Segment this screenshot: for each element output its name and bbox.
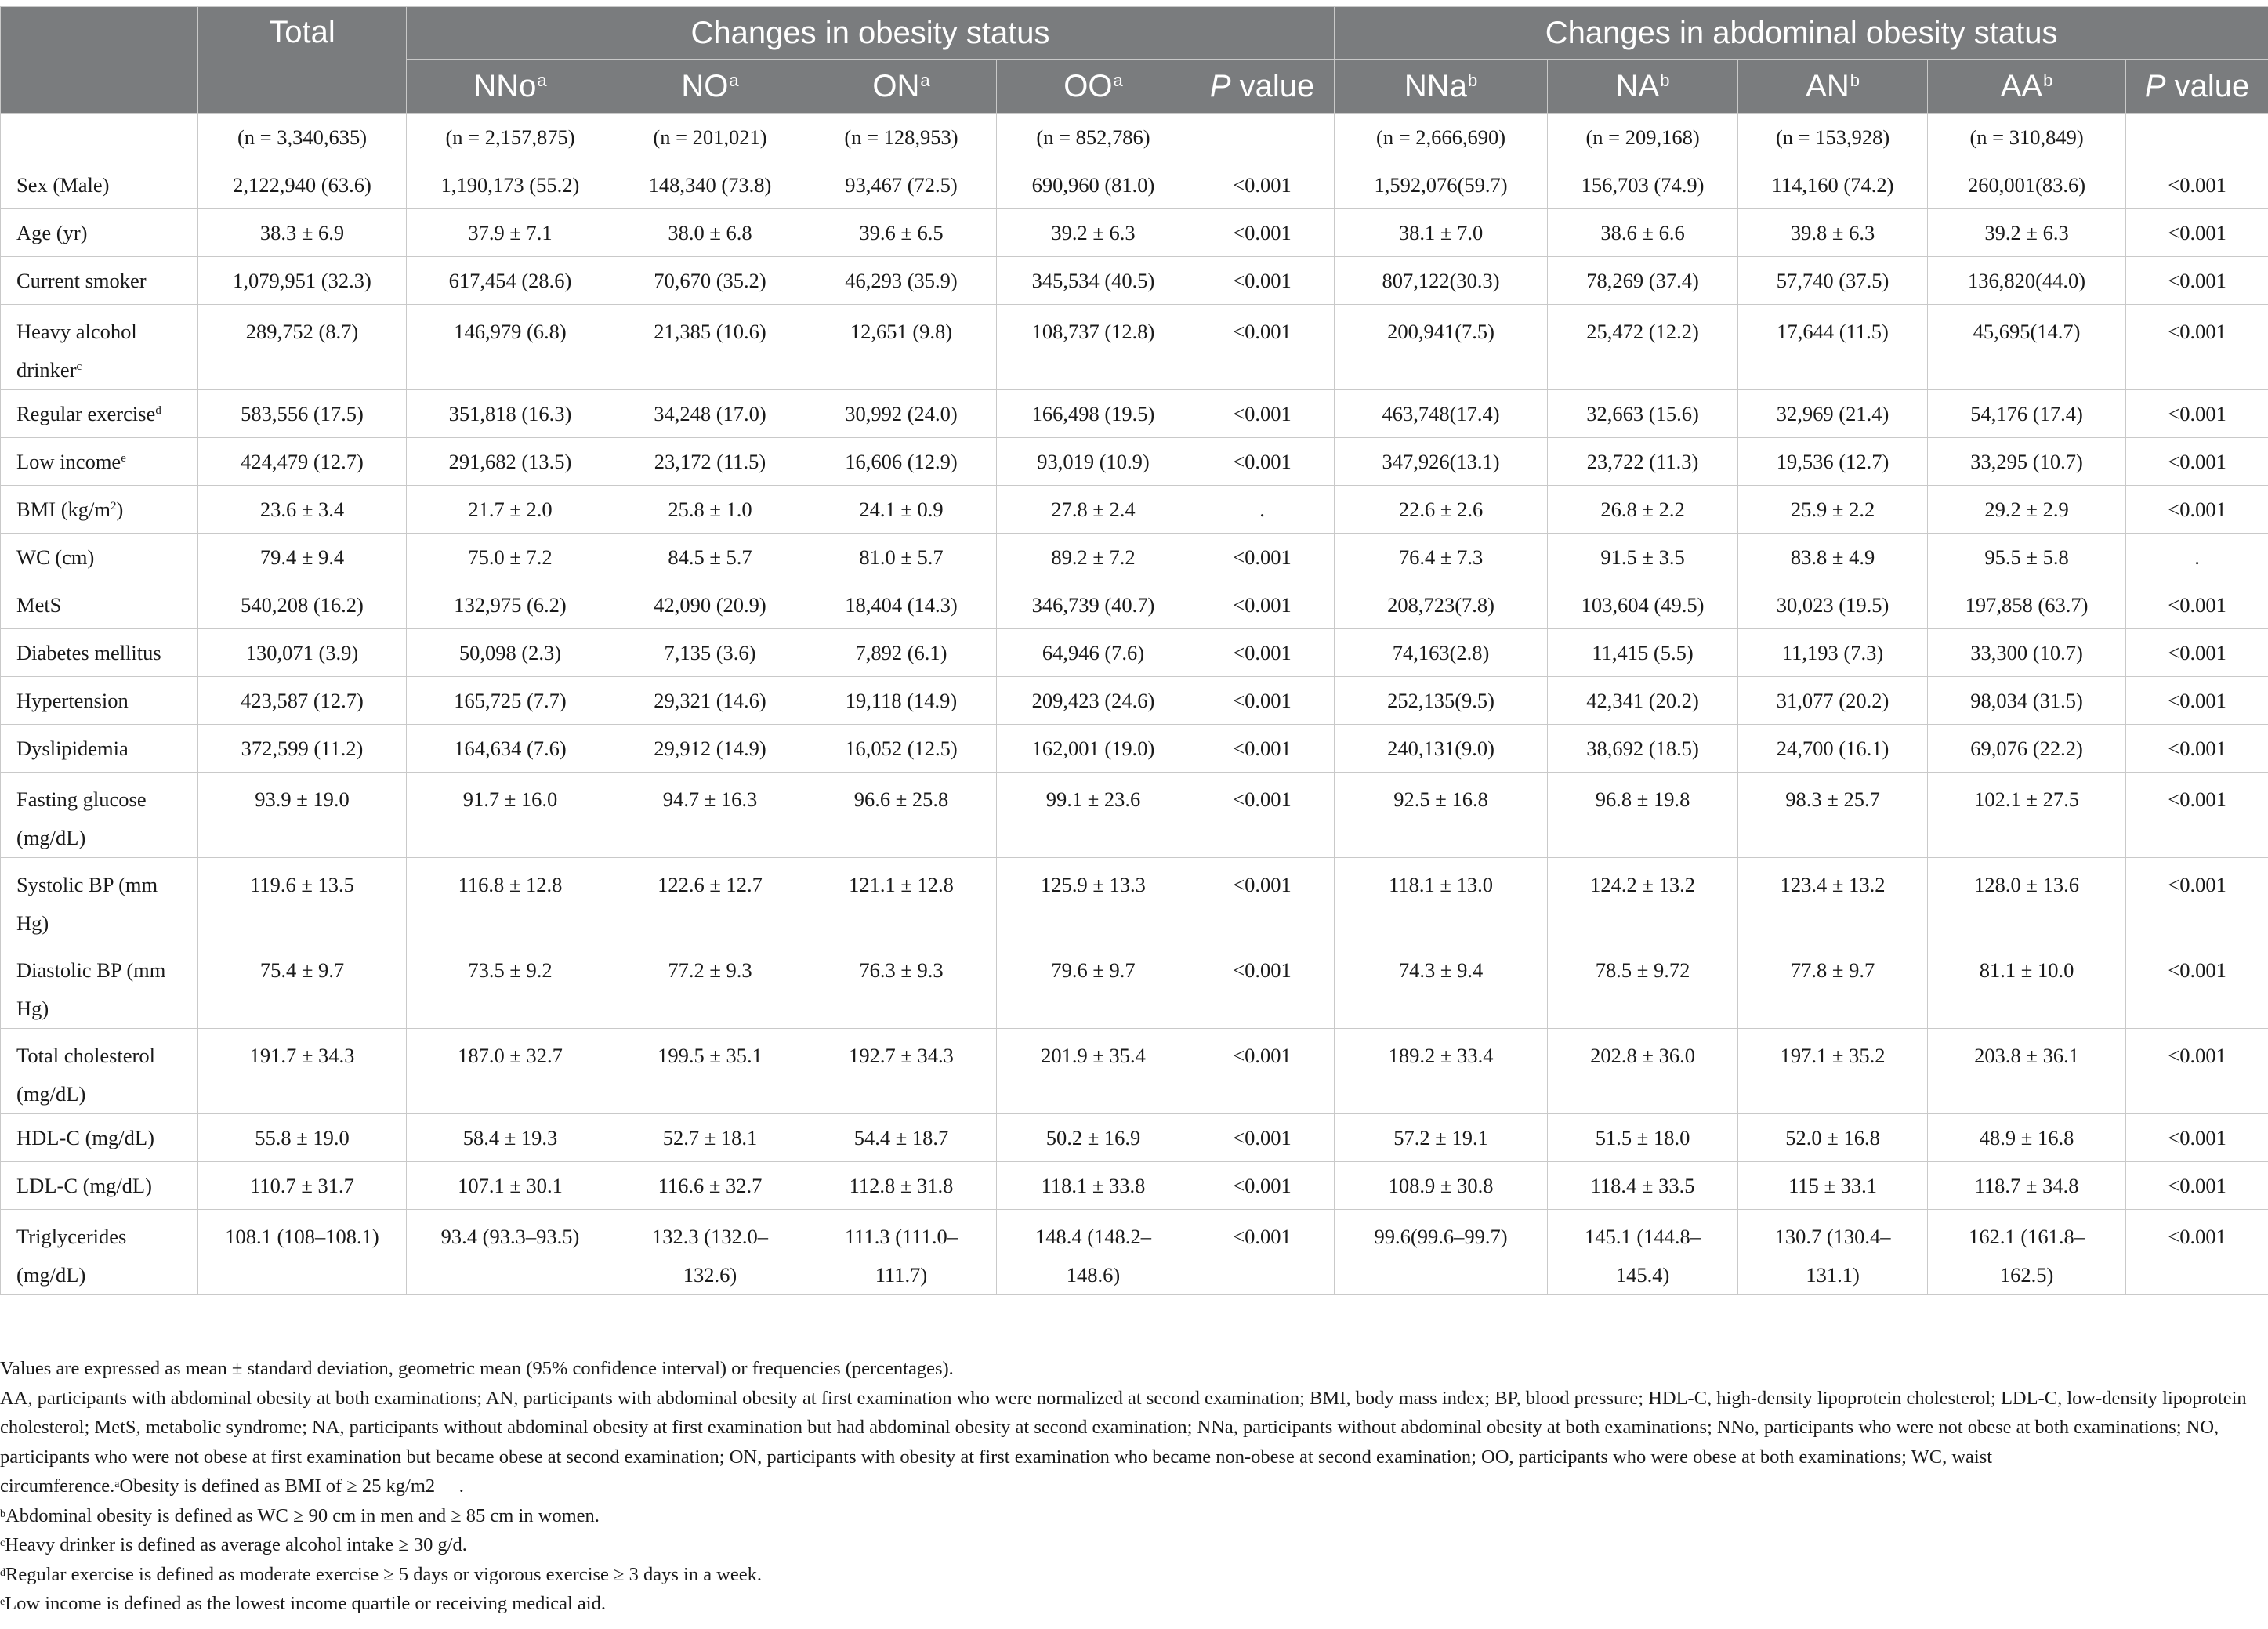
footnote: Values are expressed as mean ± standard deviation, geometric mean (95% confidence interval) or frequencies (percentages). — [0, 1358, 954, 1379]
table-cell: 99.1 ± 23.6 — [997, 773, 1190, 858]
col-header-oo: $OO^a$ — [997, 60, 1190, 114]
header-total: Total — [198, 7, 407, 114]
table-cell: 98.3 ± 25.7 — [1738, 773, 1928, 858]
row-label: MetS — [1, 581, 198, 629]
table-cell: 12,651 (9.8) — [806, 305, 997, 390]
table-cell: 108,737 (12.8) — [997, 305, 1190, 390]
table-row — [1, 943, 2268, 1029]
table-cell: <0.001 — [1190, 534, 1335, 581]
table-cell: 351,818 (16.3) — [407, 390, 614, 438]
table-cell: 202.8 ± 36.0 — [1548, 1029, 1738, 1114]
row-label: Heavy alcohol drinker$^c$ — [1, 305, 198, 390]
table-cell: 201.9 ± 35.4 — [997, 1029, 1190, 1114]
table-row — [1, 534, 2268, 581]
table-cell: <0.001 — [1190, 257, 1335, 305]
table-row — [1, 1029, 2268, 1114]
table-cell: 21,385 (10.6) — [614, 305, 806, 390]
table-row — [1, 677, 2268, 725]
table-cell: 42,090 (20.9) — [614, 581, 806, 629]
table-row — [1, 858, 2268, 943]
table-row — [1, 773, 2268, 858]
table-cell: <0.001 — [2126, 581, 2268, 629]
table-cell: 1,079,951 (32.3) — [198, 257, 407, 305]
table-cell: 45,695(14.7) — [1928, 305, 2126, 390]
col-header-an: $AN^b$ — [1738, 60, 1928, 114]
table-cell: <0.001 — [1190, 390, 1335, 438]
table-row — [1, 629, 2268, 677]
table-cell: 132,975 (6.2) — [407, 581, 614, 629]
table-cell: <0.001 — [1190, 773, 1335, 858]
table-cell: 108.1 (108–108.1) — [198, 1210, 407, 1295]
table-cell: 345,534 (40.5) — [997, 257, 1190, 305]
table-cell: 125.9 ± 13.3 — [997, 858, 1190, 943]
table-cell: . — [2126, 534, 2268, 581]
table-cell: 24.1 ± 0.9 — [806, 486, 997, 534]
table-cell: 166,498 (19.5) — [997, 390, 1190, 438]
header-row-label-cell — [1, 7, 198, 114]
table-cell: (n = 3,340,635) — [198, 114, 407, 161]
table-cell: 50,098 (2.3) — [407, 629, 614, 677]
table-cell: 197.1 ± 35.2 — [1738, 1029, 1928, 1114]
row-label: Hypertension — [1, 677, 198, 725]
row-label: HDL-C (mg/dL) — [1, 1114, 198, 1162]
row-label: Regular exercise$^d$ — [1, 390, 198, 438]
table-cell: (n = 2,666,690) — [1335, 114, 1548, 161]
table-cell: 16,052 (12.5) — [806, 725, 997, 773]
table-cell: 583,556 (17.5) — [198, 390, 407, 438]
table-cell: 70,670 (35.2) — [614, 257, 806, 305]
row-label: WC (cm) — [1, 534, 198, 581]
table-cell: (n = 852,786) — [997, 114, 1190, 161]
table-cell: 187.0 ± 32.7 — [407, 1029, 614, 1114]
table-cell: (n = 201,021) — [614, 114, 806, 161]
table-cell: 79.4 ± 9.4 — [198, 534, 407, 581]
table-body — [1, 114, 2268, 1295]
table-cell: <0.001 — [2126, 305, 2268, 390]
table-footnotes — [0, 1354, 2257, 1619]
table-cell: 57,740 (37.5) — [1738, 257, 1928, 305]
table-cell: 132.3 (132.0– 132.6) — [614, 1210, 806, 1295]
table-cell — [1190, 114, 1335, 161]
table-cell: 289,752 (8.7) — [198, 305, 407, 390]
row-label: Triglycerides (mg/dL) — [1, 1210, 198, 1295]
table-cell: 55.8 ± 19.0 — [198, 1114, 407, 1162]
col-header-nno: NNo$^a$ — [407, 60, 614, 114]
table-cell: 33,295 (10.7) — [1928, 438, 2126, 486]
table-cell: 38.6 ± 6.6 — [1548, 209, 1738, 257]
table-cell: 46,293 (35.9) — [806, 257, 997, 305]
col-header-on: $ON^a$ — [806, 60, 997, 114]
table-cell: 372,599 (11.2) — [198, 725, 407, 773]
footnote: $^c$Heavy drinker is defined as average alcohol intake ≥ 30 g/d. — [0, 1534, 467, 1555]
header-group-obesity: Changes in obesity status — [407, 7, 1335, 60]
table-cell: 118.4 ± 33.5 — [1548, 1162, 1738, 1210]
table-cell: (n = 128,953) — [806, 114, 997, 161]
table-cell: <0.001 — [2126, 858, 2268, 943]
table-cell: 33,300 (10.7) — [1928, 629, 2126, 677]
table-cell: 51.5 ± 18.0 — [1548, 1114, 1738, 1162]
table-cell: 76.4 ± 7.3 — [1335, 534, 1548, 581]
table-cell: <0.001 — [2126, 486, 2268, 534]
table-cell: 38.3 ± 6.9 — [198, 209, 407, 257]
table-cell: 50.2 ± 16.9 — [997, 1114, 1190, 1162]
table-cell: <0.001 — [1190, 1029, 1335, 1114]
table-cell: 23,172 (11.5) — [614, 438, 806, 486]
table-cell: 148,340 (73.8) — [614, 161, 806, 209]
table-cell — [2126, 114, 2268, 161]
table-cell: 96.8 ± 19.8 — [1548, 773, 1738, 858]
row-label: Total cholesterol (mg/dL) — [1, 1029, 198, 1114]
row-label: Sex (Male) — [1, 161, 198, 209]
table-cell: 25,472 (12.2) — [1548, 305, 1738, 390]
table-row — [1, 1210, 2268, 1295]
table-cell: 73.5 ± 9.2 — [407, 943, 614, 1029]
table-cell: <0.001 — [2126, 438, 2268, 486]
table-cell: <0.001 — [2126, 1210, 2268, 1295]
table-cell: <0.001 — [2126, 773, 2268, 858]
table-cell: 84.5 ± 5.7 — [614, 534, 806, 581]
table-cell: (n = 153,928) — [1738, 114, 1928, 161]
table-row — [1, 257, 2268, 305]
row-label: Low income$^e$ — [1, 438, 198, 486]
table-cell: 347,926(13.1) — [1335, 438, 1548, 486]
table-cell: <0.001 — [2126, 629, 2268, 677]
table-cell: 123.4 ± 13.2 — [1738, 858, 1928, 943]
row-label: Diastolic BP (mm Hg) — [1, 943, 198, 1029]
table-cell: 21.7 ± 2.0 — [407, 486, 614, 534]
row-label: Age (yr) — [1, 209, 198, 257]
table-cell: 93.9 ± 19.0 — [198, 773, 407, 858]
table-cell: 38,692 (18.5) — [1548, 725, 1738, 773]
table-cell: 52.0 ± 16.8 — [1738, 1114, 1928, 1162]
table-cell: 252,135(9.5) — [1335, 677, 1548, 725]
table-cell: 25.9 ± 2.2 — [1738, 486, 1928, 534]
table-cell: 128.0 ± 13.6 — [1928, 858, 2126, 943]
table-cell: 74.3 ± 9.4 — [1335, 943, 1548, 1029]
table-cell: (n = 209,168) — [1548, 114, 1738, 161]
row-label: Diabetes mellitus — [1, 629, 198, 677]
table-cell: 19,118 (14.9) — [806, 677, 997, 725]
table-cell: 107.1 ± 30.1 — [407, 1162, 614, 1210]
table-cell: <0.001 — [1190, 1210, 1335, 1295]
table-cell: 57.2 ± 19.1 — [1335, 1114, 1548, 1162]
table-cell: 240,131(9.0) — [1335, 725, 1548, 773]
table-cell: 79.6 ± 9.7 — [997, 943, 1190, 1029]
footnote: $^d$Regular exercise is defined as moderate exercise ≥ 5 days or vigorous exercise ≥ 3 days in a week. — [0, 1563, 763, 1585]
row-label: Dyslipidemia — [1, 725, 198, 773]
table-cell: 95.5 ± 5.8 — [1928, 534, 2126, 581]
table-row — [1, 209, 2268, 257]
table-cell: <0.001 — [1190, 943, 1335, 1029]
table-cell: 208,723(7.8) — [1335, 581, 1548, 629]
table-cell: <0.001 — [1190, 581, 1335, 629]
table-cell: 291,682 (13.5) — [407, 438, 614, 486]
baseline-characteristics-table — [0, 6, 2268, 1295]
table-cell: <0.001 — [2126, 1114, 2268, 1162]
table-cell: 74,163(2.8) — [1335, 629, 1548, 677]
table-row — [1, 486, 2268, 534]
table-cell: 69,076 (22.2) — [1928, 725, 2126, 773]
col-header-aa: $AA^b$ — [1928, 60, 2126, 114]
table-cell: 200,941(7.5) — [1335, 305, 1548, 390]
table-cell: 27.8 ± 2.4 — [997, 486, 1190, 534]
table-cell: 111.3 (111.0– 111.7) — [806, 1210, 997, 1295]
table-cell: 346,739 (40.7) — [997, 581, 1190, 629]
col-header-nna: NNa$^b$ — [1335, 60, 1548, 114]
table-cell: 94.7 ± 16.3 — [614, 773, 806, 858]
table-cell: 93,467 (72.5) — [806, 161, 997, 209]
table-cell: 130.7 (130.4– 131.1) — [1738, 1210, 1928, 1295]
table-cell: 38.1 ± 7.0 — [1335, 209, 1548, 257]
table-cell: 39.2 ± 6.3 — [1928, 209, 2126, 257]
table-cell: 156,703 (74.9) — [1548, 161, 1738, 209]
table-cell: <0.001 — [2126, 257, 2268, 305]
table-cell: <0.001 — [1190, 725, 1335, 773]
table-cell: 102.1 ± 27.5 — [1928, 773, 2126, 858]
table-cell: 98,034 (31.5) — [1928, 677, 2126, 725]
table-cell: 540,208 (16.2) — [198, 581, 407, 629]
table-cell: 148.4 (148.2– 148.6) — [997, 1210, 1190, 1295]
table-cell: 37.9 ± 7.1 — [407, 209, 614, 257]
footnote: AA, participants with abdominal obesity at both examinations; AN, participants with abdominal obesity at first examination who were normalized at second examination; BMI, body mass index; BP, blood pressure; HDL-C, high-density lipoprotein cholesterol; LDL-C, low-density lipoprotein cholesterol; MetS, metabolic syndrome; NA, participants without abdominal obesity at first examination but had abdominal obesity at second examination; NNa, participants without abdominal obesity at both examinations; NNo, participants who were not obese at both examinations; NO, participants who were not obese at first examination but became obese at second examination; ON, participants with obesity at first examination who became non-obese at second examination; OO, participants who were obese at both examinations; WC, waist circumference.$^a$Obesity is defined as BMI of ≥ 25 kg/m2 . — [0, 1387, 2247, 1497]
table-cell: 32,663 (15.6) — [1548, 390, 1738, 438]
table-cell: 122.6 ± 12.7 — [614, 858, 806, 943]
table-cell: 162,001 (19.0) — [997, 725, 1190, 773]
table-cell: 807,122(30.3) — [1335, 257, 1548, 305]
table-cell: 1,592,076(59.7) — [1335, 161, 1548, 209]
table-cell: 17,644 (11.5) — [1738, 305, 1928, 390]
table-cell: 197,858 (63.7) — [1928, 581, 2126, 629]
table-cell: 31,077 (20.2) — [1738, 677, 1928, 725]
table-cell: 81.0 ± 5.7 — [806, 534, 997, 581]
table-cell: 29,321 (14.6) — [614, 677, 806, 725]
row-label: LDL-C (mg/dL) — [1, 1162, 198, 1210]
table-cell: 22.6 ± 2.6 — [1335, 486, 1548, 534]
table-cell: 130,071 (3.9) — [198, 629, 407, 677]
table-cell: 136,820(44.0) — [1928, 257, 2126, 305]
table-cell: 78,269 (37.4) — [1548, 257, 1738, 305]
table-cell: <0.001 — [2126, 209, 2268, 257]
table-cell: 1,190,173 (55.2) — [407, 161, 614, 209]
col-header-p-value-abdominal: P value — [2126, 60, 2268, 114]
table-cell: 39.2 ± 6.3 — [997, 209, 1190, 257]
table-cell: 42,341 (20.2) — [1548, 677, 1738, 725]
table-cell: 92.5 ± 16.8 — [1335, 773, 1548, 858]
table-cell: 16,606 (12.9) — [806, 438, 997, 486]
table-row — [1, 438, 2268, 486]
table-cell: 260,001(83.6) — [1928, 161, 2126, 209]
table-cell: 26.8 ± 2.2 — [1548, 486, 1738, 534]
table-cell: <0.001 — [2126, 1162, 2268, 1210]
table-cell: 165,725 (7.7) — [407, 677, 614, 725]
table-cell: 39.8 ± 6.3 — [1738, 209, 1928, 257]
table-cell: 209,423 (24.6) — [997, 677, 1190, 725]
table-row — [1, 305, 2268, 390]
table-cell: 34,248 (17.0) — [614, 390, 806, 438]
table-cell: 146,979 (6.8) — [407, 305, 614, 390]
row-label: Current smoker — [1, 257, 198, 305]
table-cell: 76.3 ± 9.3 — [806, 943, 997, 1029]
table-cell: 54,176 (17.4) — [1928, 390, 2126, 438]
table-cell: 124.2 ± 13.2 — [1548, 858, 1738, 943]
table-row — [1, 581, 2268, 629]
table-cell: <0.001 — [2126, 161, 2268, 209]
table-cell: 2,122,940 (63.6) — [198, 161, 407, 209]
table-cell: 91.5 ± 3.5 — [1548, 534, 1738, 581]
table-row — [1, 390, 2268, 438]
row-label: Systolic BP (mm Hg) — [1, 858, 198, 943]
table-cell: 7,135 (3.6) — [614, 629, 806, 677]
table-cell: 119.6 ± 13.5 — [198, 858, 407, 943]
col-header-p-value-obesity: P value — [1190, 60, 1335, 114]
table-cell: 81.1 ± 10.0 — [1928, 943, 2126, 1029]
table-cell: 118.7 ± 34.8 — [1928, 1162, 2126, 1210]
row-label: Fasting glucose (mg/dL) — [1, 773, 198, 858]
table-cell: 54.4 ± 18.7 — [806, 1114, 997, 1162]
table-cell: 192.7 ± 34.3 — [806, 1029, 997, 1114]
table-cell: 39.6 ± 6.5 — [806, 209, 997, 257]
table-cell: <0.001 — [1190, 629, 1335, 677]
table-cell: 423,587 (12.7) — [198, 677, 407, 725]
table-cell: 690,960 (81.0) — [997, 161, 1190, 209]
table-cell: 617,454 (28.6) — [407, 257, 614, 305]
table-cell: 83.8 ± 4.9 — [1738, 534, 1928, 581]
table-cell: 23.6 ± 3.4 — [198, 486, 407, 534]
table-cell: <0.001 — [1190, 305, 1335, 390]
table-cell: 463,748(17.4) — [1335, 390, 1548, 438]
table-cell: 77.8 ± 9.7 — [1738, 943, 1928, 1029]
table-cell: 121.1 ± 12.8 — [806, 858, 997, 943]
table-cell: 118.1 ± 33.8 — [997, 1162, 1190, 1210]
table-cell: 89.2 ± 7.2 — [997, 534, 1190, 581]
table-cell: <0.001 — [2126, 725, 2268, 773]
row-label: BMI $(kg/m^2)$ — [1, 486, 198, 534]
table-cell: <0.001 — [2126, 677, 2268, 725]
table-row — [1, 725, 2268, 773]
table-cell: 93,019 (10.9) — [997, 438, 1190, 486]
table-cell: 7,892 (6.1) — [806, 629, 997, 677]
table-row — [1, 1114, 2268, 1162]
table-cell: 48.9 ± 16.8 — [1928, 1114, 2126, 1162]
table-cell: 75.0 ± 7.2 — [407, 534, 614, 581]
table-cell: 19,536 (12.7) — [1738, 438, 1928, 486]
table-cell: 29,912 (14.9) — [614, 725, 806, 773]
table-cell: 199.5 ± 35.1 — [614, 1029, 806, 1114]
table-cell: 118.1 ± 13.0 — [1335, 858, 1548, 943]
table-cell: 58.4 ± 19.3 — [407, 1114, 614, 1162]
footnote: $^e$Low income is defined as the lowest income quartile or receiving medical aid. — [0, 1593, 606, 1614]
table-cell: (n = 310,849) — [1928, 114, 2126, 161]
table-cell: 162.1 (161.8– 162.5) — [1928, 1210, 2126, 1295]
table-cell: <0.001 — [2126, 943, 2268, 1029]
table-row — [1, 1162, 2268, 1210]
table-cell: <0.001 — [2126, 390, 2268, 438]
table-cell: 30,023 (19.5) — [1738, 581, 1928, 629]
table-cell: 116.6 ± 32.7 — [614, 1162, 806, 1210]
table-cell: 96.6 ± 25.8 — [806, 773, 997, 858]
table-cell: 103,604 (49.5) — [1548, 581, 1738, 629]
table-cell: 189.2 ± 33.4 — [1335, 1029, 1548, 1114]
table-cell: 114,160 (74.2) — [1738, 161, 1928, 209]
table-cell: 108.9 ± 30.8 — [1335, 1162, 1548, 1210]
table-cell: 64,946 (7.6) — [997, 629, 1190, 677]
row-label — [1, 114, 198, 161]
table-cell: <0.001 — [1190, 161, 1335, 209]
table-cell: 11,193 (7.3) — [1738, 629, 1928, 677]
footnote: $^b$Abdominal obesity is defined as WC ≥ 90 cm in men and ≥ 85 cm in women. — [0, 1504, 600, 1526]
table-cell: 29.2 ± 2.9 — [1928, 486, 2126, 534]
table-cell: 78.5 ± 9.72 — [1548, 943, 1738, 1029]
table-cell: 30,992 (24.0) — [806, 390, 997, 438]
table-cell: 25.8 ± 1.0 — [614, 486, 806, 534]
table-cell: <0.001 — [2126, 1029, 2268, 1114]
table-cell: <0.001 — [1190, 438, 1335, 486]
table-cell: <0.001 — [1190, 677, 1335, 725]
col-header-no: $NO^a$ — [614, 60, 806, 114]
table-cell: 18,404 (14.3) — [806, 581, 997, 629]
table-cell: <0.001 — [1190, 209, 1335, 257]
table-row-sample-size — [1, 114, 2268, 161]
table-cell: <0.001 — [1190, 1114, 1335, 1162]
table-cell: . — [1190, 486, 1335, 534]
table-cell: 203.8 ± 36.1 — [1928, 1029, 2126, 1114]
table-row — [1, 161, 2268, 209]
table-cell: 32,969 (21.4) — [1738, 390, 1928, 438]
table-cell: 75.4 ± 9.7 — [198, 943, 407, 1029]
table-cell: <0.001 — [1190, 858, 1335, 943]
table-cell: 110.7 ± 31.7 — [198, 1162, 407, 1210]
table-cell: (n = 2,157,875) — [407, 114, 614, 161]
table-cell: 23,722 (11.3) — [1548, 438, 1738, 486]
header-group-abdominal-obesity: Changes in abdominal obesity status — [1335, 7, 2268, 60]
table-cell: 52.7 ± 18.1 — [614, 1114, 806, 1162]
table-cell: 145.1 (144.8– 145.4) — [1548, 1210, 1738, 1295]
col-header-na: $NA^b$ — [1548, 60, 1738, 114]
table-cell: 115 ± 33.1 — [1738, 1162, 1928, 1210]
table-cell: 112.8 ± 31.8 — [806, 1162, 997, 1210]
table-cell: 77.2 ± 9.3 — [614, 943, 806, 1029]
table-cell: 93.4 (93.3–93.5) — [407, 1210, 614, 1295]
table-cell: 424,479 (12.7) — [198, 438, 407, 486]
table-cell: 24,700 (16.1) — [1738, 725, 1928, 773]
table-cell: 38.0 ± 6.8 — [614, 209, 806, 257]
table-cell: 191.7 ± 34.3 — [198, 1029, 407, 1114]
table-cell: 91.7 ± 16.0 — [407, 773, 614, 858]
table-cell: 116.8 ± 12.8 — [407, 858, 614, 943]
table-cell: 164,634 (7.6) — [407, 725, 614, 773]
table-cell: <0.001 — [1190, 1162, 1335, 1210]
table-cell: 99.6(99.6–99.7) — [1335, 1210, 1548, 1295]
table-cell: 11,415 (5.5) — [1548, 629, 1738, 677]
